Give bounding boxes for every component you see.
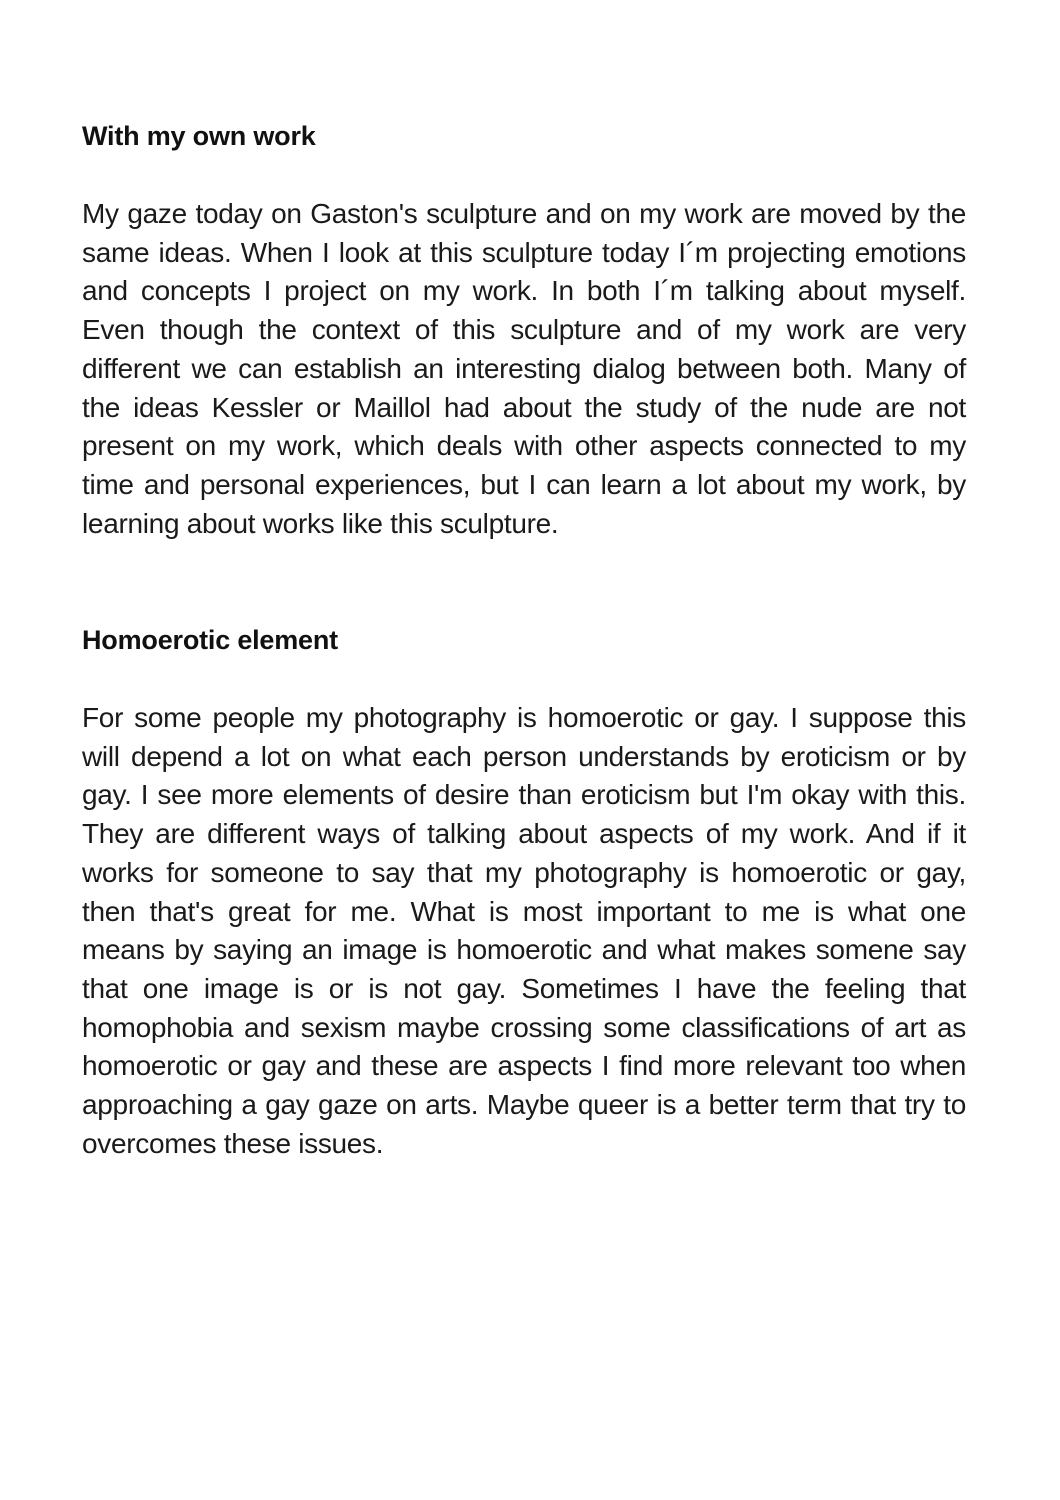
section-body-homoerotic-element: For some people my photography is homoerotic or gay. I suppose this will depend a lot on what each person understands by eroticism or by gay. I see more elements of desire than eroticism but I'm okay with this. They are different ways of talking about aspects of my work. And if it works for someone to say that my photography is homoerotic or gay, then that's great for me. What is most important to me is what one means by saying an image is homoerotic and what makes somene say that one image is or is not gay. Sometimes I have the feeling that homophobia and sexism maybe crossing some classifications of art as homoerotic or gay and these are aspects I find more relevant too when approaching a gay gaze on arts. Maybe queer is a better term that try to overcomes these issues. <box>82 702 966 1159</box>
section-heading-own-work: With my own work <box>82 121 316 151</box>
section-heading-homoerotic-element: Homoerotic element <box>82 625 338 655</box>
section-body-own-work: My gaze today on Gaston's sculpture and on my work are moved by the same ideas. When I look at this sculpture today I´m projecting emotions and concepts I project on my work. In both I´m talking about myself. Even though the context of this sculpture and of my work are very different we can establish an interesting dialog between both. Many of the ideas Kessler or Maillol had about the study of the nude are not present on my work, which deals with other aspects connected to my time and personal experiences, but I can learn a lot about my work, by learning about works like this sculpture. <box>82 198 966 539</box>
